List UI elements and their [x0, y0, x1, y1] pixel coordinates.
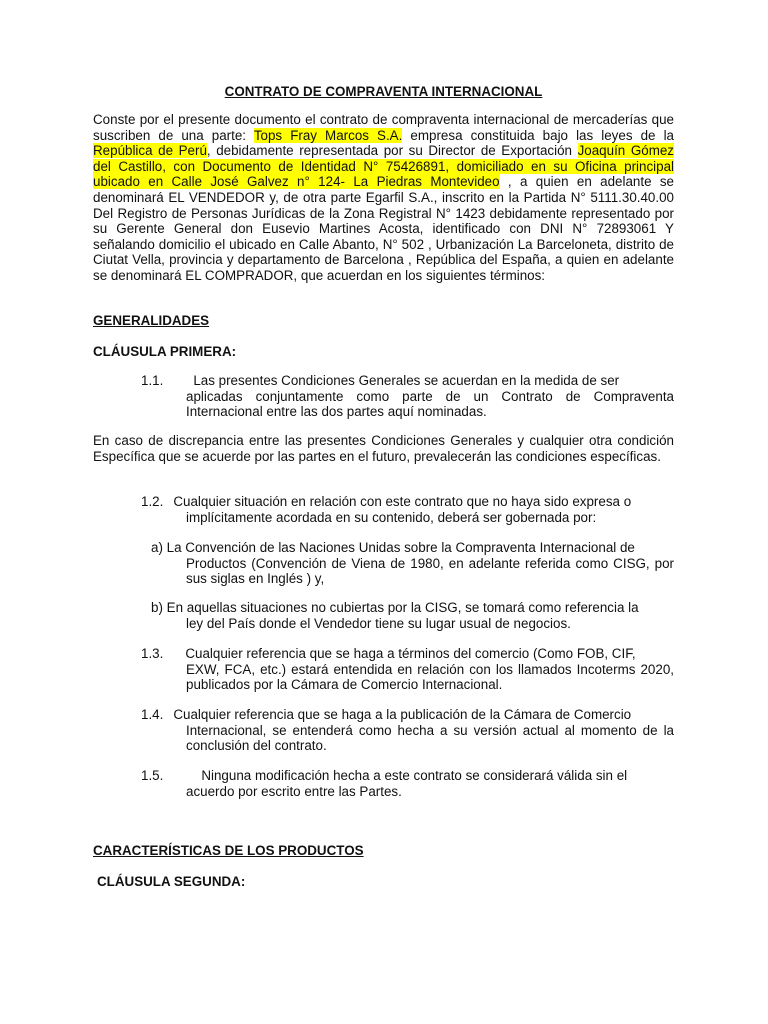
- clause-item-1-5: [93, 768, 674, 799]
- document-title: CONTRATO DE COMPRAVENTA INTERNACIONAL: [224, 84, 543, 99]
- item-first-line: La Convención de las Naciones Unidas sobre la Compraventa Internacional de: [166, 540, 635, 555]
- item-first-line: En aquellas situaciones no cubiertas por la CISG, se tomará como referencia la: [166, 600, 639, 615]
- item-number: 1.3.: [141, 646, 164, 661]
- intro-text-3: , debidamente representada por su Director de Exportación: [206, 143, 578, 159]
- intro-text-4: , a quien en adelante se denominará EL VENDEDOR y, de otra parte Egarfil S.A., inscrito en la Partida N° 5111.30.40.00 Del Registro de Personas Jurídicas de la Zona Registral N° 1423 debidamente representado por su Gerente General don Eusevio Martines Acosta, identificado con DNI N° 72893061 Y señalando domicilio el ubicado en Calle Abanto, N° 502 , Urbanización La Barceloneta, distrito de Ciutat Vella, provincia y departamento de Barcelona , República del España, a quien en adelante se denominará EL COMPRADOR, que acuerdan en los siguientes términos:: [93, 174, 675, 283]
- item-continuation: aplicadas conjuntamente como parte de un Contrato de Compraventa Internacional entre las dos partes aquí nominadas.: [186, 388, 674, 420]
- seller-representative-highlight: Joaquín Gómez del Castillo, con Documento de Identidad N° 75426891, domiciliado en su Oficina principal ubicado en Calle José Galvez n° 124- La Piedras Montevideo: [93, 143, 674, 190]
- seller-company-highlight: Tops Fray Marcos S.A.: [253, 127, 403, 143]
- clause-heading-segunda: CLÁUSULA SEGUNDA:: [97, 874, 246, 889]
- item-first-line: Las presentes Condiciones Generales se acuerdan en la medida de ser: [193, 373, 620, 388]
- item-letter: b): [151, 600, 163, 615]
- item-first-line: Cualquier referencia que se haga a términos del comercio (Como FOB, CIF,: [185, 646, 636, 661]
- item-continuation: acuerdo por escrito entre las Partes.: [186, 783, 402, 799]
- item-first-line: Ninguna modificación hecha a este contrato se considerará válida sin el: [201, 768, 628, 783]
- item-first-line: Cualquier referencia que se haga a la publicación de la Cámara de Comercio: [173, 707, 632, 722]
- clause-heading-primera: CLÁUSULA PRIMERA:: [93, 344, 237, 359]
- item-letter: a): [151, 540, 163, 555]
- item-continuation: Internacional, se entenderá como hecha a su versión actual al momento de la conclusión del contrato.: [186, 722, 674, 754]
- item-continuation: ley del País donde el Vendedor tiene su lugar usual de negocios.: [186, 615, 571, 631]
- item-number: 1.4.: [141, 707, 164, 722]
- clause-item-b: [93, 600, 674, 631]
- item-number: 1.1.: [141, 373, 164, 388]
- intro-paragraph: [93, 112, 674, 284]
- item-continuation: EXW, FCA, etc.) estará entendida en relación con los llamados Incoterms 2020, publicados por la Cámara de Comercio Internacional.: [186, 661, 674, 693]
- intro-text-1: Conste por el presente documento el contrato de compraventa internacional de mercaderías que suscriben de una parte:: [93, 112, 674, 143]
- seller-country-highlight: República de Perú: [93, 143, 207, 159]
- section-heading-caracteristicas: CARACTERÍSTICAS DE LOS PRODUCTOS: [93, 843, 364, 858]
- item-continuation: implícitamente acordada en su contenido, deberá ser gobernada por:: [186, 509, 597, 525]
- clause-item-1-2: [93, 494, 674, 525]
- item-number: 1.5.: [141, 768, 164, 783]
- clause-item-1-1: [93, 373, 674, 420]
- item-first-line: Cualquier situación en relación con este contrato que no haya sido expresa o: [173, 494, 632, 509]
- clause-item-a: [93, 540, 674, 587]
- intro-text-2: empresa constituida bajo las leyes de la: [402, 127, 674, 143]
- clause-item-1-4: [93, 707, 674, 754]
- discrepancy-paragraph: En caso de discrepancia entre las presentes Condiciones Generales y cualquier otra condición Específica que se acuerde por las partes en el futuro, prevalecerán las condiciones específicas.: [93, 433, 674, 464]
- item-number: 1.2.: [141, 494, 164, 509]
- item-continuation: Productos (Convención de Viena de 1980, en adelante referida como CISG, por sus siglas en Inglés ) y,: [186, 555, 674, 587]
- section-heading-generalidades: GENERALIDADES: [93, 313, 210, 328]
- clause-item-1-3: [93, 646, 674, 693]
